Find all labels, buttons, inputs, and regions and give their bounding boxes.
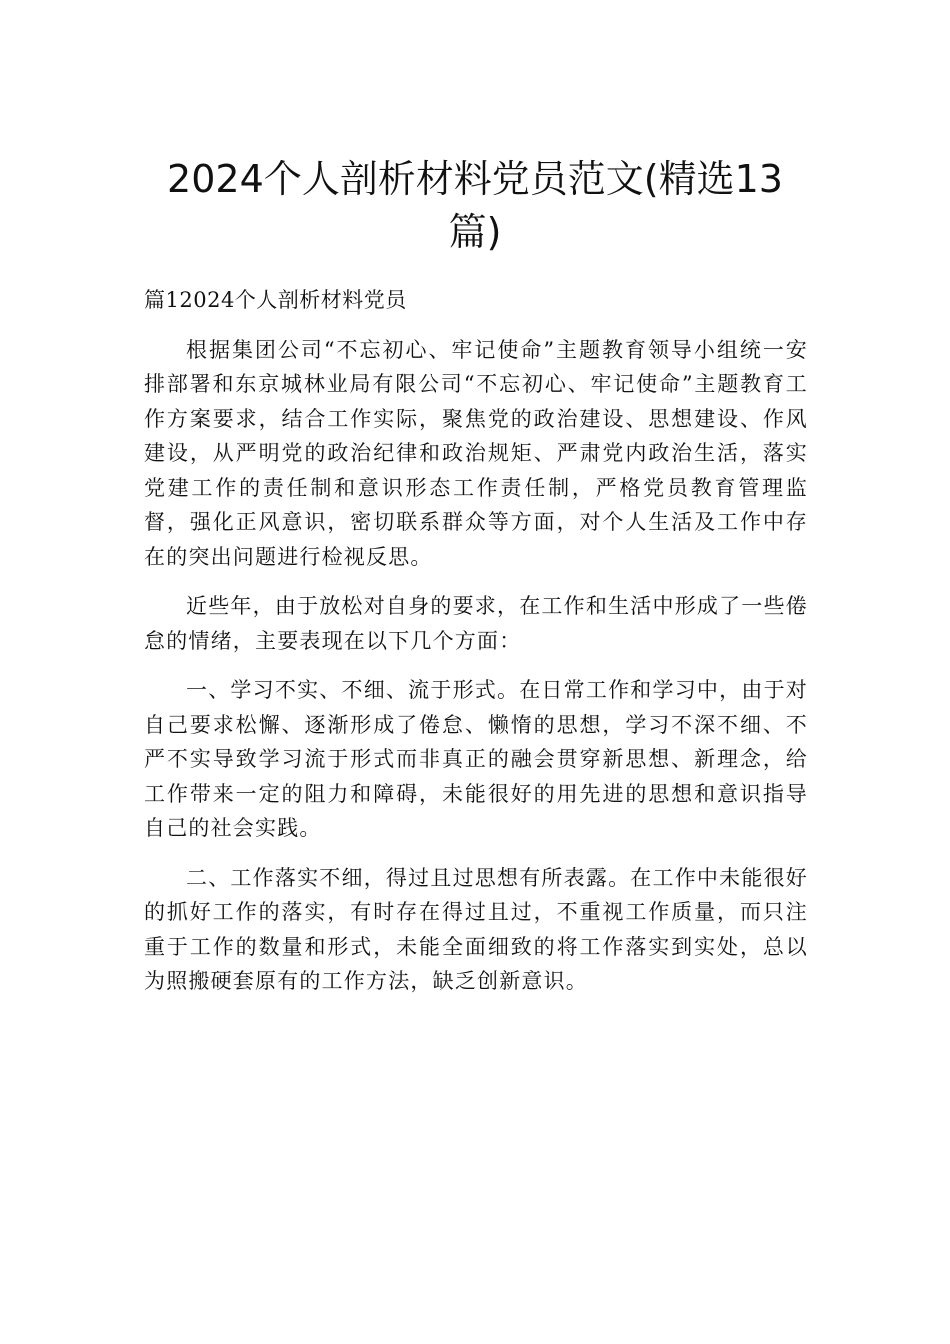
paragraph-intro: 根据集团公司“不忘初心、牢记使命”主题教育领导小组统一安排部署和东京城林业局有限公司“不忘初心、牢记使命”主题教育工作方案要求，结合工作实际，聚焦党的政治建设、思想建设、作风建设，从严明党的政治纪律和政治规矩、严肃党内政治生活，落实党建工作的责任制和意识形态工作责任制，严格党员教育管理监督，强化正风意识，密切联系群众等方面，对个人生活及工作中存在的突出问题进行检视反思。 <box>144 337 808 569</box>
paragraph-point-2: 二、工作落实不细，得过且过思想有所表露。在工作中未能很好的抓好工作的落实，有时存在得过且过，不重视工作质量，而只注重于工作的数量和形式，未能全面细致的将工作落实到实处，总以为照搬硬套原有的工作方法，缺乏创新意识。 <box>144 865 808 993</box>
title-line-2: 篇) <box>448 210 502 255</box>
document-title <box>120 153 830 259</box>
title-line-1: 2024个人剖析材料党员范文(精选13 <box>167 157 783 202</box>
paragraph-point-1: 一、学习不实、不细、流于形式。在日常工作和学习中，由于对自己要求松懈、逐渐形成了倦怠、懒惰的思想，学习不深不细、不严不实导致学习流于形式而非真正的融会贯穿新思想、新理念，给工作带来一定的阻力和障碍，未能很好的用先进的思想和意识指导自己的社会实践。 <box>144 678 808 840</box>
paragraph-summary: 近些年，由于放松对自身的要求，在工作和生活中形成了一些倦怠的情绪，主要表现在以下几个方面： <box>144 594 808 653</box>
document-body <box>144 283 808 1014</box>
section-heading: 篇12024个人剖析材料党员 <box>144 288 407 312</box>
